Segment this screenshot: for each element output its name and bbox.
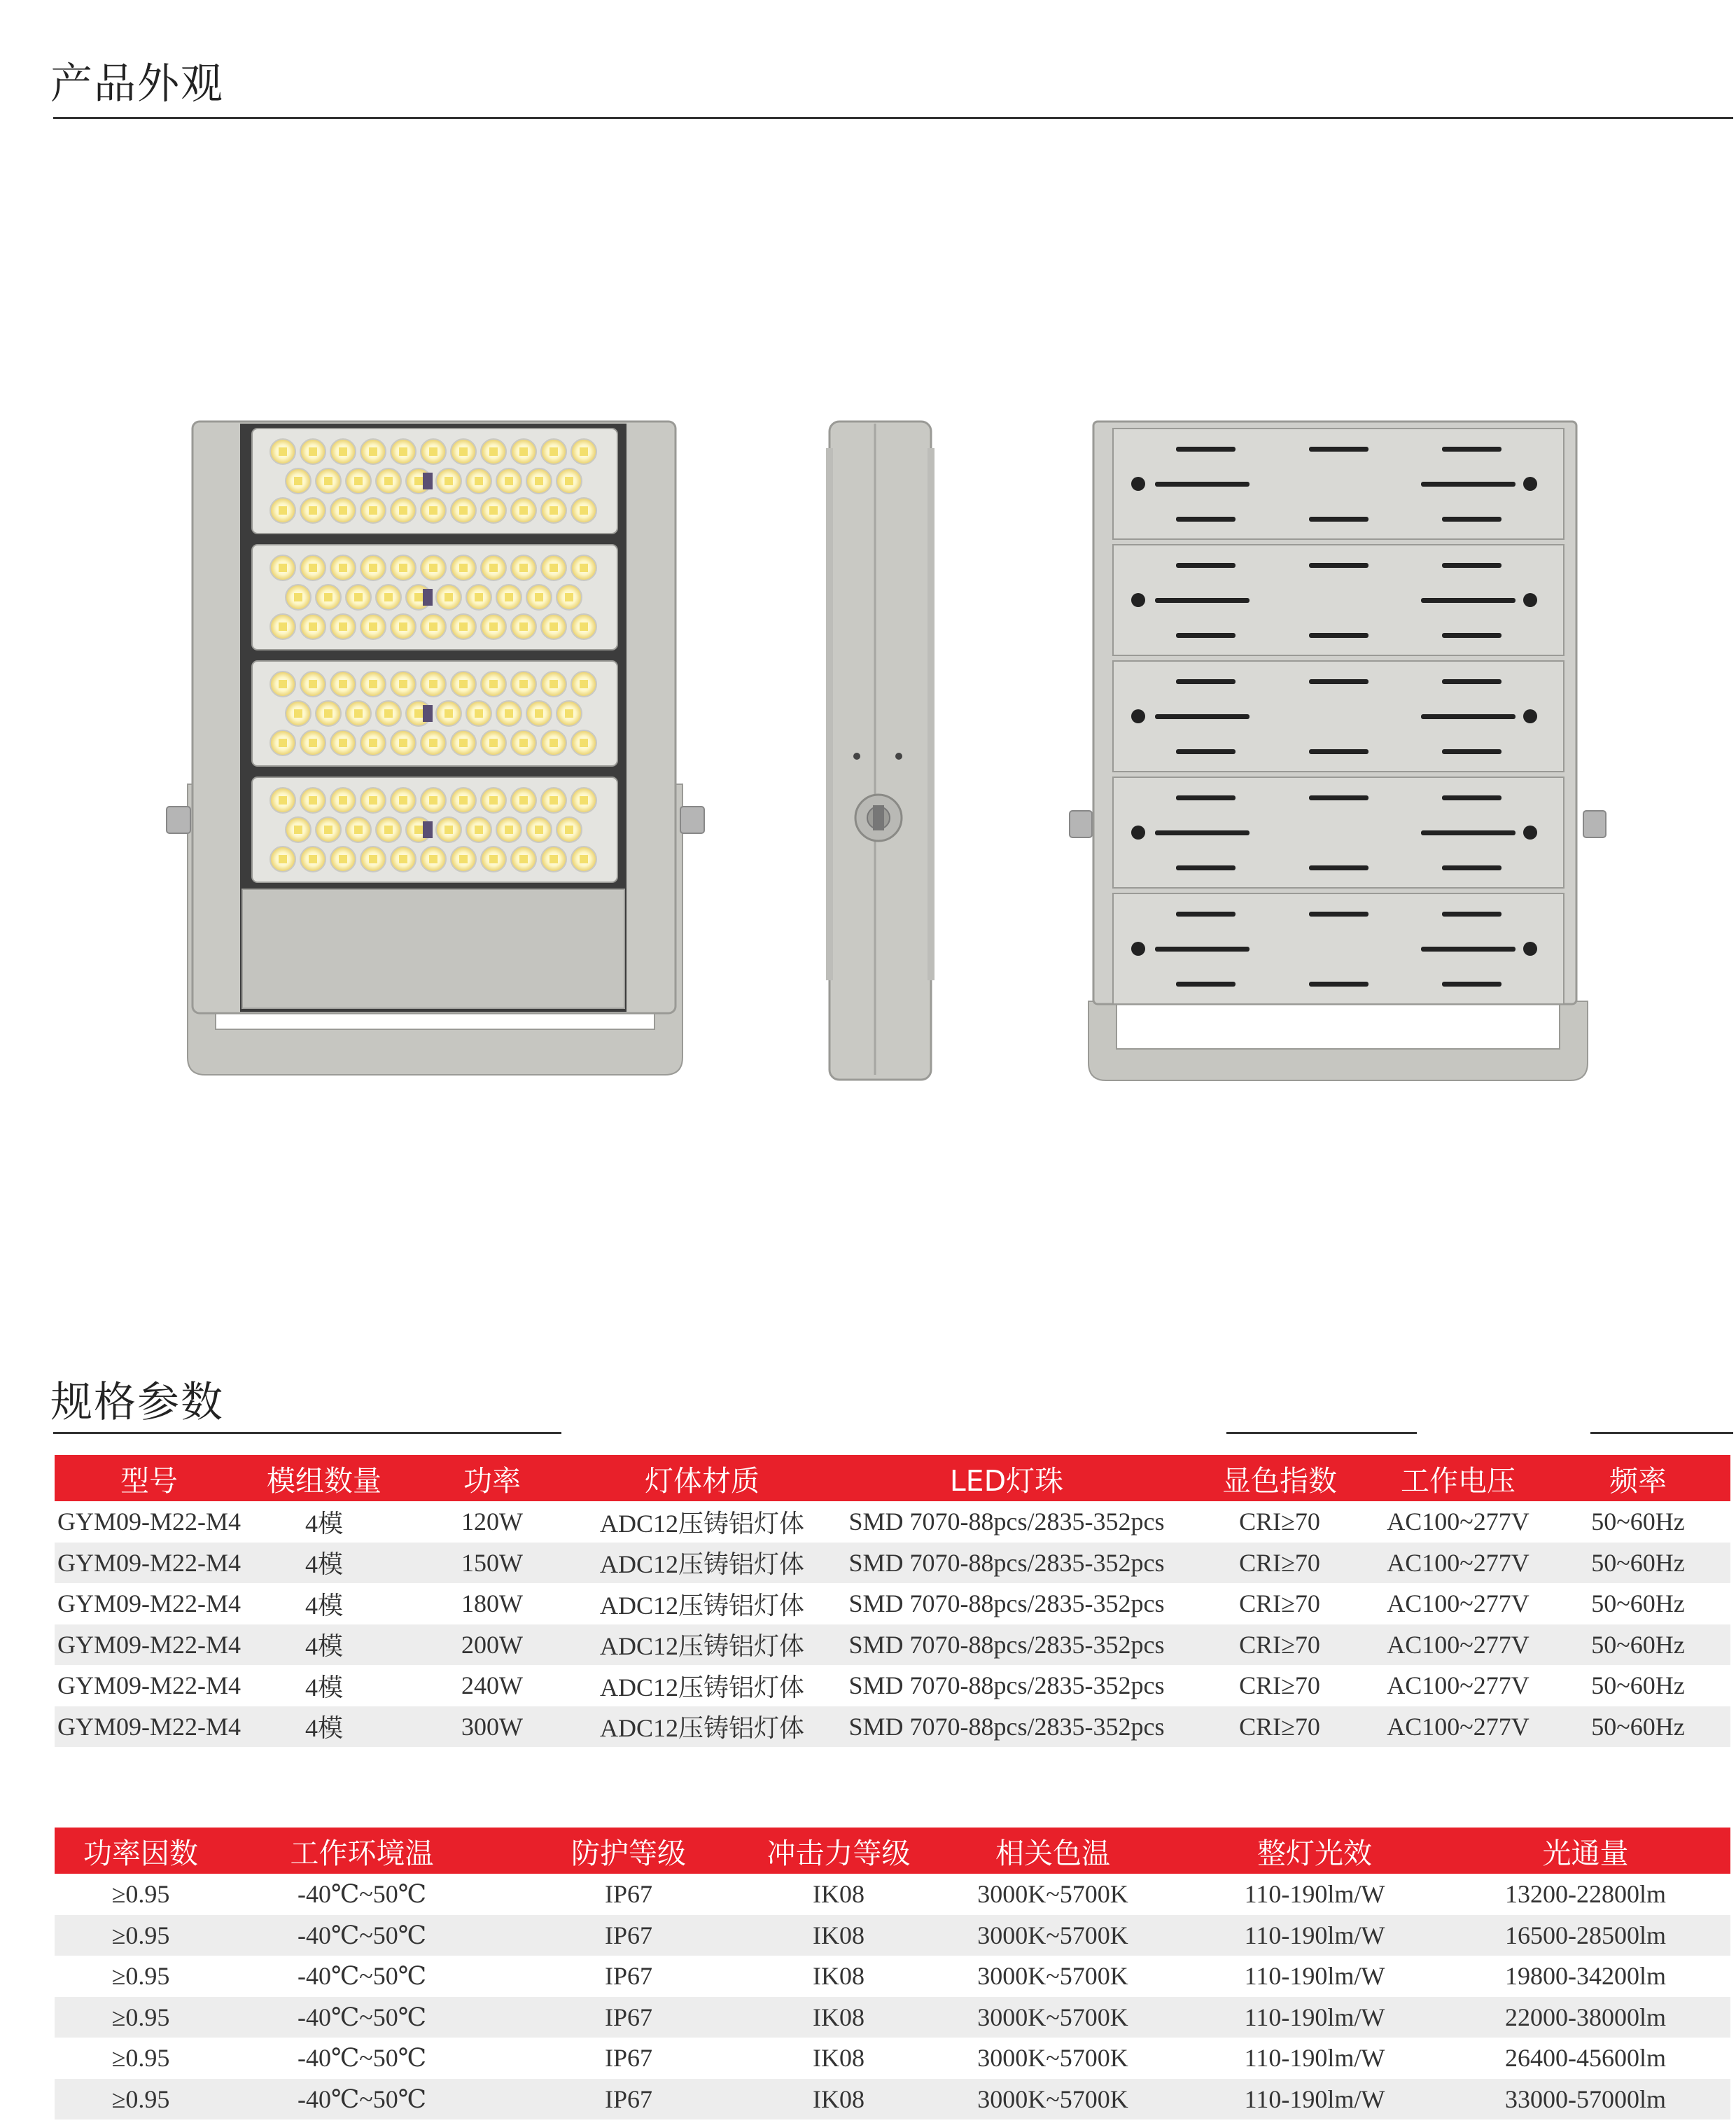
column-header: LED灯珠 bbox=[825, 1455, 1189, 1501]
table-row bbox=[55, 1543, 1730, 1584]
table-cell: 110-190lm/W bbox=[1189, 2038, 1441, 2079]
table-cell: -40℃~50℃ bbox=[227, 1956, 497, 1997]
table-cell: CRI≥70 bbox=[1189, 1624, 1371, 1666]
specs-divider-mid bbox=[1226, 1432, 1417, 1434]
table-cell: SMD 7070-88pcs/2835-352pcs bbox=[825, 1583, 1189, 1624]
table-cell: 50~60Hz bbox=[1546, 1624, 1730, 1666]
table-cell: CRI≥70 bbox=[1189, 1543, 1371, 1584]
table-cell: ≥0.95 bbox=[55, 1956, 227, 1997]
table-cell: 4模 bbox=[244, 1624, 405, 1666]
column-header: 功率 bbox=[405, 1455, 580, 1501]
table-cell: 110-190lm/W bbox=[1189, 1997, 1441, 2038]
table-cell: AC100~277V bbox=[1371, 1583, 1546, 1624]
column-header: 显色指数 bbox=[1189, 1455, 1371, 1501]
table-cell: ADC12压铸铝灯体 bbox=[580, 1501, 825, 1543]
table-cell: ADC12压铸铝灯体 bbox=[580, 1665, 825, 1706]
table-cell: 4模 bbox=[244, 1706, 405, 1748]
table-cell: GYM09-M22-M4 bbox=[55, 1624, 244, 1666]
table-cell: 4模 bbox=[244, 1543, 405, 1584]
table-row bbox=[55, 2038, 1730, 2079]
table-cell: IP67 bbox=[497, 1874, 760, 1915]
table-cell: AC100~277V bbox=[1371, 1706, 1546, 1748]
table-header-row bbox=[55, 1828, 1730, 1874]
table-cell: -40℃~50℃ bbox=[227, 1997, 497, 2038]
table-cell: ≥0.95 bbox=[55, 1997, 227, 2038]
table-cell: 3000K~5700K bbox=[917, 2038, 1189, 2079]
table-cell: IK08 bbox=[760, 1915, 917, 1956]
table-cell: SMD 7070-88pcs/2835-352pcs bbox=[825, 1624, 1189, 1666]
table-cell: 16500-28500lm bbox=[1441, 1915, 1730, 1956]
back-view bbox=[1070, 422, 1606, 1080]
table-cell: -40℃~50℃ bbox=[227, 1874, 497, 1915]
table-cell: 33000-57000lm bbox=[1441, 2079, 1730, 2120]
specs-title: 规格参数 bbox=[50, 1378, 224, 1427]
table-cell: 180W bbox=[405, 1583, 580, 1624]
side-view bbox=[826, 422, 934, 1080]
table-cell: ≥0.95 bbox=[55, 1915, 227, 1956]
table-cell: -40℃~50℃ bbox=[227, 2079, 497, 2120]
table-cell: SMD 7070-88pcs/2835-352pcs bbox=[825, 1706, 1189, 1748]
table-cell: GYM09-M22-M4 bbox=[55, 1501, 244, 1543]
table-cell: 4模 bbox=[244, 1665, 405, 1706]
table-cell: GYM09-M22-M4 bbox=[55, 1665, 244, 1706]
table-cell: IK08 bbox=[760, 2079, 917, 2120]
table-cell: 110-190lm/W bbox=[1189, 1874, 1441, 1915]
product-views bbox=[0, 392, 1736, 1092]
table-cell: CRI≥70 bbox=[1189, 1501, 1371, 1543]
specs-divider-right bbox=[1590, 1432, 1733, 1434]
table-cell: 50~60Hz bbox=[1546, 1583, 1730, 1624]
table-cell: AC100~277V bbox=[1371, 1543, 1546, 1584]
table-row bbox=[55, 1665, 1730, 1706]
table-cell: 26400-45600lm bbox=[1441, 2038, 1730, 2079]
table-cell: GYM09-M22-M4 bbox=[55, 1706, 244, 1748]
column-header: 型号 bbox=[55, 1455, 244, 1501]
table-cell: ADC12压铸铝灯体 bbox=[580, 1706, 825, 1748]
table-row bbox=[55, 1583, 1730, 1624]
spec-table-electrical bbox=[55, 1455, 1730, 1747]
table-cell: SMD 7070-88pcs/2835-352pcs bbox=[825, 1501, 1189, 1543]
table-cell: CRI≥70 bbox=[1189, 1583, 1371, 1624]
table-cell: 50~60Hz bbox=[1546, 1706, 1730, 1748]
column-header: 整灯光效 bbox=[1189, 1828, 1441, 1874]
table-cell: 120W bbox=[405, 1501, 580, 1543]
column-header: 工作环境温 bbox=[227, 1828, 497, 1874]
column-header: 防护等级 bbox=[497, 1828, 760, 1874]
spec-table-optical bbox=[55, 1828, 1730, 2119]
table-cell: GYM09-M22-M4 bbox=[55, 1543, 244, 1584]
table-header-row bbox=[55, 1455, 1730, 1501]
table-row bbox=[55, 1706, 1730, 1748]
table-cell: 3000K~5700K bbox=[917, 2079, 1189, 2120]
column-header: 频率 bbox=[1546, 1455, 1730, 1501]
table-cell: SMD 7070-88pcs/2835-352pcs bbox=[825, 1543, 1189, 1584]
table-row bbox=[55, 1915, 1730, 1956]
table-cell: 240W bbox=[405, 1665, 580, 1706]
table-cell: 4模 bbox=[244, 1583, 405, 1624]
column-header: 冲击力等级 bbox=[760, 1828, 917, 1874]
table-cell: ≥0.95 bbox=[55, 2038, 227, 2079]
table-cell: IK08 bbox=[760, 1997, 917, 2038]
table-cell: 300W bbox=[405, 1706, 580, 1748]
column-header: 灯体材质 bbox=[580, 1455, 825, 1501]
table-row bbox=[55, 1624, 1730, 1666]
table-cell: 50~60Hz bbox=[1546, 1501, 1730, 1543]
table-cell: ADC12压铸铝灯体 bbox=[580, 1624, 825, 1666]
table-cell: 3000K~5700K bbox=[917, 1915, 1189, 1956]
table-cell: IP67 bbox=[497, 2079, 760, 2120]
column-header: 模组数量 bbox=[244, 1455, 405, 1501]
table-cell: IP67 bbox=[497, 1956, 760, 1997]
table-cell: CRI≥70 bbox=[1189, 1665, 1371, 1706]
table-row bbox=[55, 1956, 1730, 1997]
table-cell: 200W bbox=[405, 1624, 580, 1666]
table-cell: 3000K~5700K bbox=[917, 1956, 1189, 1997]
table-cell: SMD 7070-88pcs/2835-352pcs bbox=[825, 1665, 1189, 1706]
table-cell: 50~60Hz bbox=[1546, 1665, 1730, 1706]
table-cell: 50~60Hz bbox=[1546, 1543, 1730, 1584]
table-cell: 4模 bbox=[244, 1501, 405, 1543]
front-view bbox=[167, 422, 704, 1075]
table-cell: ≥0.95 bbox=[55, 2079, 227, 2120]
table-cell: -40℃~50℃ bbox=[227, 2038, 497, 2079]
table-cell: 110-190lm/W bbox=[1189, 1915, 1441, 1956]
table-cell: IP67 bbox=[497, 1997, 760, 2038]
table-cell: 110-190lm/W bbox=[1189, 2079, 1441, 2120]
table-cell: IP67 bbox=[497, 2038, 760, 2079]
table-cell: AC100~277V bbox=[1371, 1501, 1546, 1543]
table-cell: IK08 bbox=[760, 2038, 917, 2079]
column-header: 工作电压 bbox=[1371, 1455, 1546, 1501]
table-cell: GYM09-M22-M4 bbox=[55, 1583, 244, 1624]
table-cell: CRI≥70 bbox=[1189, 1706, 1371, 1748]
table-cell: 22000-38000lm bbox=[1441, 1997, 1730, 2038]
column-header: 功率因数 bbox=[55, 1828, 227, 1874]
table-cell: 13200-22800lm bbox=[1441, 1874, 1730, 1915]
table-cell: 110-190lm/W bbox=[1189, 1956, 1441, 1997]
column-header: 光通量 bbox=[1441, 1828, 1730, 1874]
appearance-divider bbox=[53, 117, 1733, 119]
table-cell: 150W bbox=[405, 1543, 580, 1584]
table-cell: 3000K~5700K bbox=[917, 1997, 1189, 2038]
table-row bbox=[55, 1501, 1730, 1543]
table-cell: IK08 bbox=[760, 1874, 917, 1915]
table-cell: ADC12压铸铝灯体 bbox=[580, 1543, 825, 1584]
table-cell: -40℃~50℃ bbox=[227, 1915, 497, 1956]
table-row bbox=[55, 2079, 1730, 2120]
column-header: 相关色温 bbox=[917, 1828, 1189, 1874]
table-cell: ADC12压铸铝灯体 bbox=[580, 1583, 825, 1624]
table-cell: 3000K~5700K bbox=[917, 1874, 1189, 1915]
table-cell: ≥0.95 bbox=[55, 1874, 227, 1915]
appearance-title: 产品外观 bbox=[50, 60, 224, 109]
table-cell: AC100~277V bbox=[1371, 1665, 1546, 1706]
table-row bbox=[55, 1997, 1730, 2038]
table-cell: IK08 bbox=[760, 1956, 917, 1997]
specs-divider-left bbox=[53, 1432, 561, 1434]
table-cell: 19800-34200lm bbox=[1441, 1956, 1730, 1997]
table-row bbox=[55, 1874, 1730, 1915]
table-cell: AC100~277V bbox=[1371, 1624, 1546, 1666]
table-cell: IP67 bbox=[497, 1915, 760, 1956]
